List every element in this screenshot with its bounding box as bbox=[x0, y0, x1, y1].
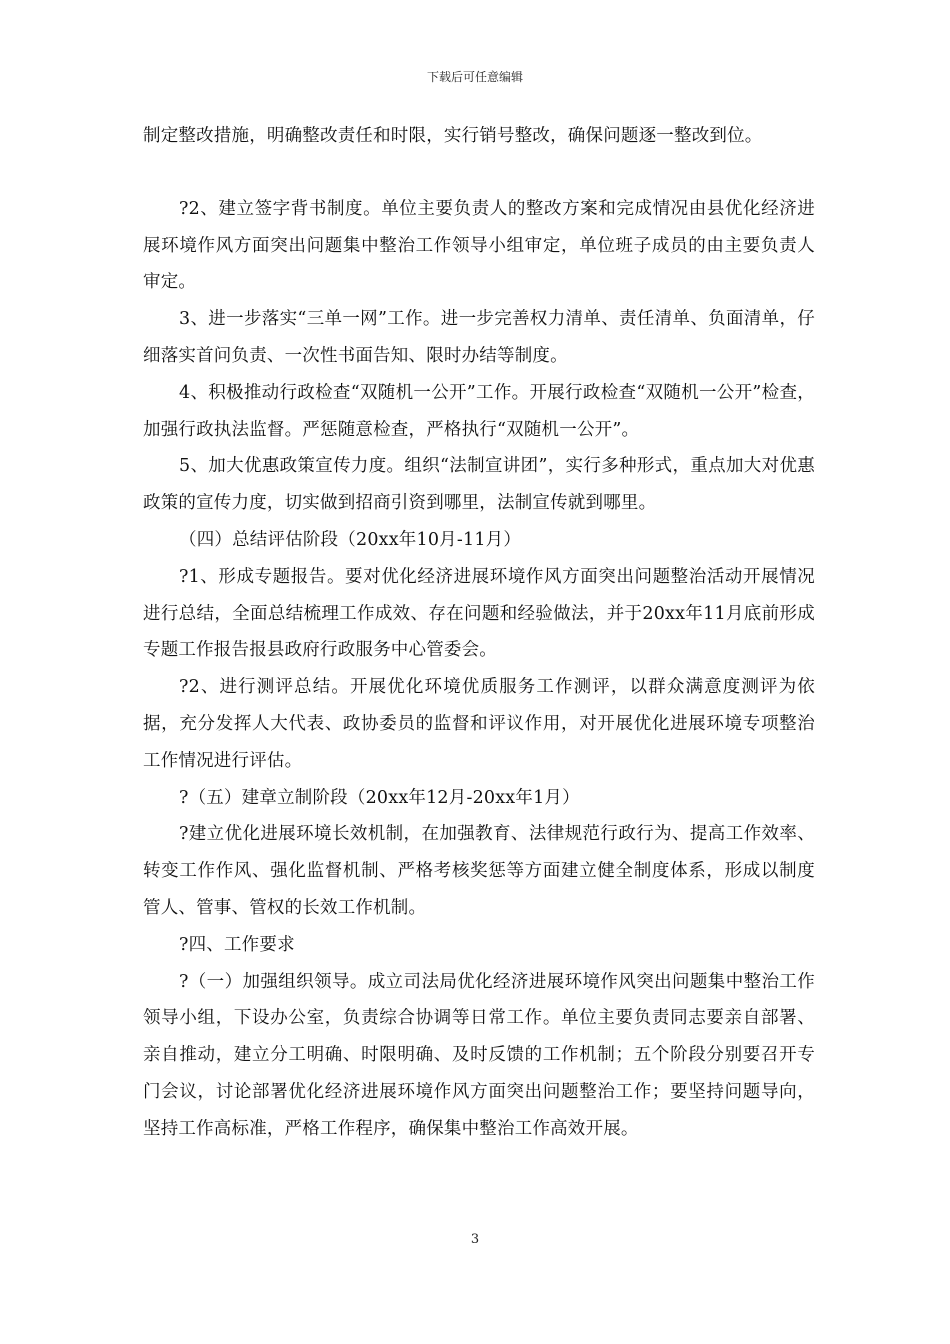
paragraph-long-term-mechanism: ?建立优化进展环境长效机制，在加强教育、法律规范行政行为、提高工作效率、转变工作作风、强化监督机制、严格考核奖惩等方面建立健全制度体系，形成以制度管人、管事、管权的长效工作机制。 bbox=[143, 824, 815, 918]
paragraph-three-lists: 3、进一步落实“三单一网”工作。进一步完善权力清单、责任清单、负面清单，仔细落实首问负责、一次性书面告知、限时办结等制度。 bbox=[143, 309, 815, 366]
paragraph-signature-system: ?2、建立签字背书制度。单位主要负责人的整改方案和完成情况由县优化经济进展环境作风方面突出问题集中整治工作领导小组审定，单位班子成员的由主要负责人审定。 bbox=[143, 198, 815, 293]
section-heading-work-requirements: ?四、工作要求 bbox=[179, 934, 295, 955]
paragraph-evaluation: ?2、进行测评总结。开展优化环境优质服务工作测评，以群众满意度测评为依据，充分发挥人大代表、政协委员的监督和评议作用，对开展优化进展环境专项整治工作情况进行评估。 bbox=[143, 677, 815, 771]
page-header: 下载后可任意编辑 bbox=[426, 70, 523, 84]
paragraph-special-report: ?1、形成专题报告。要对优化经济进展环境作风方面突出问题整治活动开展情况进行总结，全面总结梳理工作成效、存在问题和经验做法，并于20xx年11月底前形成专题工作报告报县政府行政服务中心管委会。 bbox=[143, 566, 815, 661]
paragraph-continuation: 制定整改措施，明确整改责任和时限，实行销号整改，确保问题逐一整改到位。 bbox=[143, 126, 763, 146]
paragraph-organization-leadership: ?（一）加强组织领导。成立司法局优化经济进展环境作风突出问题集中整治工作领导小组，下设办公室，负责综合协调等日常工作。单位主要负责同志要亲自部署、亲自推动，建立分工明确、时限明确、及时反馈的工作机制；五个阶段分别要召开专门会议，讨论部署优化经济进展环境作风方面突出问题整治工作；要坚持问题导向，坚持工作高标准，严格工作程序，确保集中整治工作高效开展。 bbox=[143, 971, 815, 1139]
page-number: 3 bbox=[470, 1232, 480, 1247]
section-heading-summary-stage: （四）总结评估阶段（20xx年10月-11月） bbox=[179, 529, 522, 550]
section-heading-institution-stage: ?（五）建章立制阶段（20xx年12月-20xx年1月） bbox=[179, 787, 580, 808]
document-body bbox=[143, 118, 815, 1148]
paragraph-double-random: 4、积极推动行政检查“双随机一公开”工作。开展行政检查“双随机一公开”检查，加强行政执法监督。严惩随意检查，严格执行“双随机一公开”。 bbox=[143, 382, 815, 440]
paragraph-policy-publicity: 5、加大优惠政策宣传力度。组织“法制宣讲团”，实行多种形式，重点加大对优惠政策的宣传力度，切实做到招商引资到哪里，法制宣传就到哪里。 bbox=[143, 456, 815, 514]
paragraph-gap bbox=[143, 155, 815, 191]
